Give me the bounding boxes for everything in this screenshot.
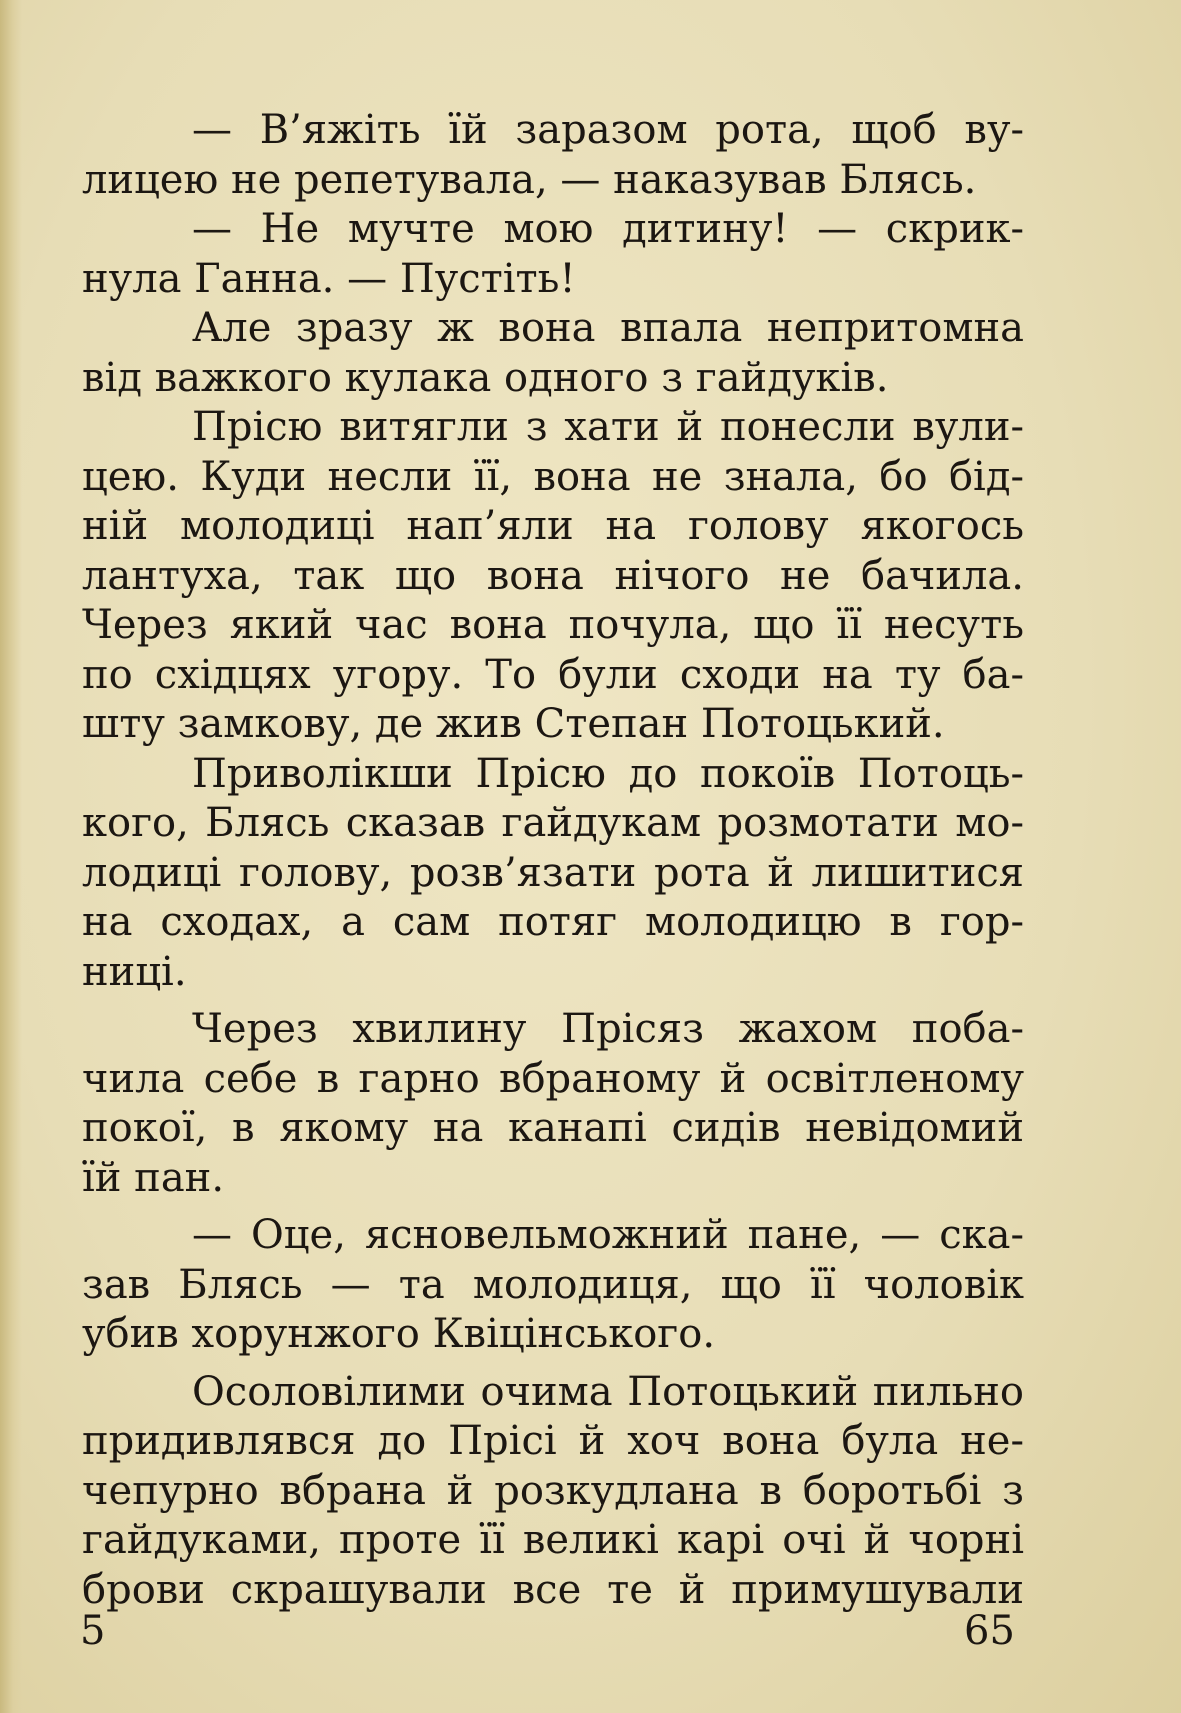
text-line: шту замкову, де жив Степан Потоцький. xyxy=(82,701,945,747)
text-line: брови скрашували все те й примушували xyxy=(82,1566,1024,1613)
text-line: чила себе в гарно вбраному й освітленому xyxy=(82,1055,1024,1102)
text-line: Через який час вона почула, що її несуть xyxy=(82,602,1024,648)
text-line: придивлявся до Прісі й хоч вона була не- xyxy=(82,1418,1024,1464)
body-text xyxy=(82,106,1024,1615)
paragraph xyxy=(82,304,1024,403)
page-binding-edge xyxy=(0,0,22,1713)
paragraph xyxy=(82,205,1024,304)
text-line: покої, в якому на канапі сидів невідомий xyxy=(82,1105,1024,1151)
text-line: на сходах, а сам потяг молодицю в гор- xyxy=(82,899,1024,945)
paragraph xyxy=(82,403,1024,750)
text-line: по східцях угору. То були сходи на ту ба- xyxy=(82,651,1024,698)
text-line: цею. Куди несли її, вона не знала, бо бід- xyxy=(82,453,1024,500)
text-line: ній молодиці нап’яли на голову якогось xyxy=(82,503,1024,549)
paragraph xyxy=(82,750,1024,998)
text-line: зав Блясь — та молодиця, що її чоловік xyxy=(82,1261,1024,1308)
text-line: їй пан. xyxy=(82,1154,225,1201)
text-line: убив хорунжого Квіцінського. xyxy=(82,1311,716,1357)
text-line: лодиці голову, розв’язати рота й лишитися xyxy=(82,849,1024,896)
text-line: Прісю витягли з хати й понесли вули- xyxy=(192,404,1024,450)
paragraph xyxy=(82,106,1024,205)
text-line: — В’яжіть їй заразом рота, щоб ву- xyxy=(192,107,1024,153)
text-line: лицею не репетувала, — наказував Блясь. xyxy=(82,156,977,203)
paragraph xyxy=(82,1005,1024,1203)
paragraph xyxy=(82,1211,1024,1360)
paragraph xyxy=(82,1368,1024,1616)
text-line: — Не мучте мою дитину! — скрик- xyxy=(192,206,1024,252)
text-line: лантуха, так що вона нічого не бачила. xyxy=(82,552,1024,599)
text-line: Приволікши Прісю до покоїв Потоць- xyxy=(192,750,1024,797)
signature-mark: 5 xyxy=(80,1608,106,1654)
text-line: ниці. xyxy=(82,948,187,995)
page-number: 65 xyxy=(964,1608,1015,1654)
text-line: — Оце, ясновельможний пане, — ска- xyxy=(192,1212,1024,1258)
text-line: нула Ганна. — Пустіть! xyxy=(82,255,576,302)
text-line: Через хвилину Прісяз жахом поба- xyxy=(192,1006,1024,1052)
text-line: кого, Блясь сказав гайдукам розмотати мо- xyxy=(82,800,1024,846)
text-line: гайдуками, проте її великі карі очі й чорні xyxy=(82,1517,1024,1563)
text-line: Але зразу ж вона впала непритомна xyxy=(192,305,1024,351)
text-line: чепурно вбрана й розкудлана в боротьбі з xyxy=(82,1467,1024,1514)
text-line: від важкого кулака одного з гайдуків. xyxy=(82,354,889,401)
text-line: Осоловілими очима Потоцький пильно xyxy=(192,1368,1024,1415)
